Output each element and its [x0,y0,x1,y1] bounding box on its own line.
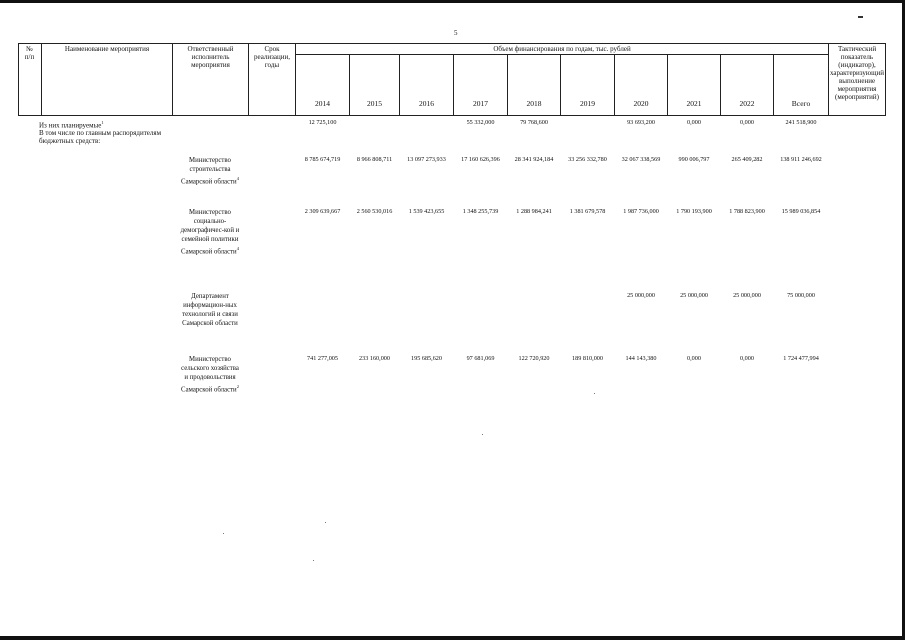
ministry-2-value-Всего: 75 000,000 [787,292,815,299]
ministry-0-value-2014: 8 785 674,719 [304,156,341,163]
planned-value-2022: 0,000 [740,119,754,126]
planned-label [39,119,104,129]
ministry-name-1 [172,208,248,256]
table-header [18,43,886,116]
year-2020: 2020 [633,99,649,108]
ministry-2-value-2020: 25 000,000 [627,292,655,299]
year-2015: 2015 [367,99,382,108]
scan-speck [325,522,326,523]
page-number: 5 [454,29,458,37]
scan-top-edge [0,0,905,3]
ministry-2-value-2022: 25 000,000 [733,292,761,299]
ministry-0-value-2021: 990 006,797 [678,156,710,163]
ministry-1-value-2015: 2 560 530,016 [356,208,393,215]
footnote-mark: 1 [101,120,104,125]
ministry-0-value-2018: 28 341 924,184 [514,156,554,163]
planned-value-2017: 55 332,000 [466,119,495,126]
ministry-1-value-2021: 1 790 193,900 [676,208,712,215]
ministry-name-text: Министерство социально-демографичес-кой и семейной политики Самарской области [180,209,240,256]
ministry-1-value-2016: 1 539 423,655 [408,208,445,215]
header-top-line [18,43,886,44]
ministry-3-value-Всего: 1 724 477,994 [783,355,819,362]
ministry-1-value-2020: 1 987 736,000 [623,208,659,215]
planned-value-Всего: 241 518,900 [785,119,817,126]
planned-value-2020: 93 693,200 [627,119,655,126]
scan-speck [223,533,224,534]
header-num: № п/п [24,45,35,61]
ministry-3-value-2021: 0,000 [687,355,701,362]
year-2016: 2016 [419,99,434,108]
ministry-3-value-2019: 189 810,000 [572,355,603,362]
scan-speck [594,393,595,394]
planned-value-2018: 79 768,600 [520,119,548,126]
footnote-mark: 2 [236,384,239,389]
col-border [885,43,886,116]
header-executor: Ответственный исполнитель мероприятия [187,45,234,69]
years-divider-line [295,54,828,55]
footnote-mark: 4 [236,176,239,181]
year-2021: 2021 [686,99,702,108]
header-funding: Объем финансирования по годам, тыс. рублей [493,45,631,53]
ministry-3-value-2017: 97 681,069 [466,355,495,362]
ministry-0-value-2020: 32 067 338,569 [621,156,661,163]
header-bottom-line [18,115,886,116]
ministry-3-value-2022: 0,000 [740,355,754,362]
ministry-name-text: Министерство сельского хозяйства и продовольствия Самарской области [181,356,239,394]
year-2017: 2017 [473,99,488,108]
ministry-name-3 [172,355,248,394]
ministry-1-value-2014: 2 309 639,667 [304,208,341,215]
scan-speck [313,560,314,561]
ministry-0-value-Всего: 138 911 246,692 [780,156,822,163]
ministry-name-0 [172,156,248,186]
year-2014: 2014 [315,99,330,108]
planned-label-text: Из них планируемые [39,121,102,130]
year-2022: 2022 [739,99,755,108]
ministry-1-value-2019: 1 381 679,578 [569,208,606,215]
ministry-3-value-2018: 122 720,920 [518,355,550,362]
ministry-2-value-2021: 25 000,000 [680,292,708,299]
scan-mark [858,16,863,18]
year-2019: 2019 [580,99,595,108]
header-term: Срок реализации, годы [254,45,290,69]
ministry-3-value-2016: 195 685,620 [411,355,442,362]
col-border [41,43,42,116]
ministry-1-value-2022: 1 788 823,900 [729,208,765,215]
ministry-name-text: Министерство строительства Самарской области [181,157,237,186]
ministry-0-value-2019: 33 256 332,780 [568,156,607,163]
by-managers-label: В том числе по главным распорядителям бюджетных средств: [39,129,161,145]
year-total: Всего [791,99,811,108]
year-2018: 2018 [526,99,542,108]
header-name: Наименование мероприятия [64,45,150,53]
ministry-3-value-2014: 741 277,005 [307,355,338,362]
ministry-0-value-2022: 265 409,282 [731,156,763,163]
planned-value-2021: 0,000 [687,119,701,126]
ministry-3-value-2020: 144 143,380 [625,355,657,362]
scan-speck [482,434,483,435]
ministry-name-2 [172,292,248,328]
scan-bottom-edge [0,636,905,640]
ministry-1-value-2017: 1 348 255,739 [462,208,499,215]
ministry-0-value-2017: 17 160 626,396 [461,156,500,163]
header-indicator: Тактический показатель (индикатор), характеризующий выполнение мероприятия (мероприятий) [829,45,885,101]
ministry-0-value-2016: 13 097 273,933 [407,156,446,163]
footnote-mark: 4 [236,246,239,251]
ministry-name-text: Департамент информацион-ных технологий и связи Самарской области [182,293,238,327]
ministry-0-value-2015: 8 966 808,711 [356,156,393,163]
ministry-1-value-Всего: 15 989 036,854 [781,208,821,215]
ministry-1-value-2018: 1 288 984,241 [516,208,552,215]
ministry-3-value-2015: 233 160,000 [359,355,390,362]
planned-value-2014: 12 725,100 [308,119,337,126]
